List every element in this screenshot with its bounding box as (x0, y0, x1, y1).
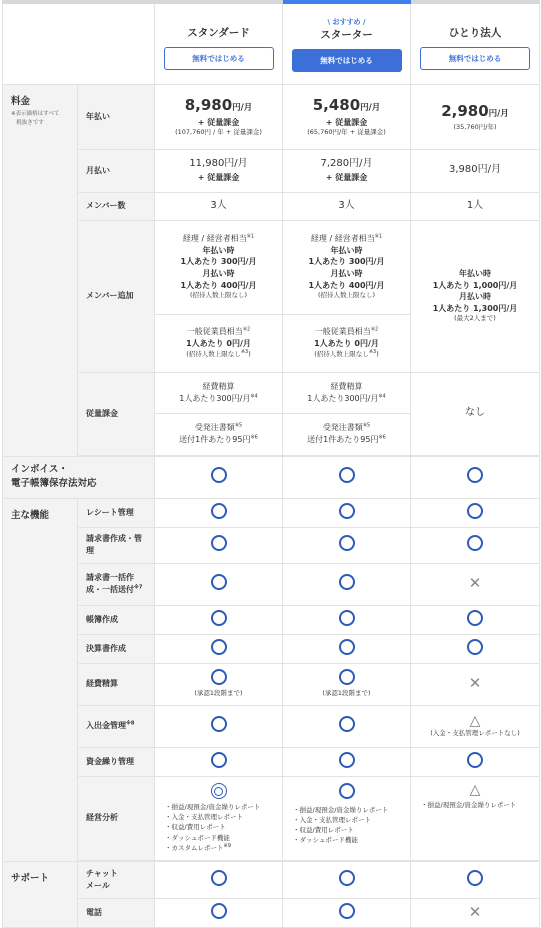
circle-icon (211, 535, 227, 551)
circle-icon (339, 752, 355, 768)
triangle-icon: △ (469, 712, 481, 729)
standard-add-member: 経理 / 経営者相当$^{※1}$ 年払い時 1人あたり 300円/月 月払い時 1人あたり 400円/月 (招待人数上限なし) 一般従業員相当$^{※2}$ 1人あたり 0円/月 (招待人数上限なし$^{※3}$) (155, 220, 283, 372)
circle-icon (339, 903, 355, 919)
solo-expense (411, 663, 540, 705)
starter-phone (283, 898, 411, 927)
starter-add-member: 経理 / 経営者相当$^{※1}$ 年払い時 1人あたり 300円/月 月払い時 1人あたり 400円/月 (招待人数上限なし) 一般従業員相当$^{※2}$ 1人あたり 0円/月 (招待人数上限なし$^{※3}$) (283, 220, 411, 372)
solo-settlement (411, 634, 540, 663)
circle-icon (339, 783, 355, 799)
circle-icon (211, 574, 227, 590)
circle-icon (467, 870, 483, 886)
tax-note: ※表示価格はすべて 税抜きです (11, 111, 60, 126)
pricing-table (2, 0, 540, 928)
pricing-label: 料金 (11, 95, 31, 107)
circle-icon (211, 503, 227, 519)
standard-start-free-button[interactable]: 無料ではじめる (164, 47, 274, 70)
standard-funds (155, 747, 283, 776)
starter-invoice (283, 456, 411, 498)
standard-usage: 経費精算 1人あたり300円/月$^{※4}$ 受発注書類$^{※5}$ 送付1件あたり95円$^{※6}$ (155, 372, 283, 455)
analysis-label: 経営分析 (78, 776, 155, 860)
starter-bulk (283, 563, 411, 605)
members-label: メンバー数 (78, 192, 155, 220)
circle-icon (467, 752, 483, 768)
starter-cash (283, 705, 411, 747)
starter-monthly-price: 7,280円/月 + 従量課金 (283, 149, 411, 192)
starter-funds (283, 747, 411, 776)
solo-chat (411, 861, 540, 898)
invoice-label: インボイス・ 電子帳簿保存法対応 (3, 456, 155, 498)
standard-receipt (155, 498, 283, 527)
circle-icon (467, 467, 483, 483)
standard-bulk (155, 563, 283, 605)
starter-analysis: ・損益/現預金/資金繰りレポート ・入金・支払管理レポート ・収益/費用レポート ・ダッシュボード機能 (283, 776, 411, 860)
circle-icon (211, 669, 227, 685)
circle-icon (467, 535, 483, 551)
solo-ledger (411, 605, 540, 634)
solo-phone (411, 898, 540, 927)
monthly-label: 月払い (78, 149, 155, 192)
expense-label: 経費精算 (78, 663, 155, 705)
ledger-label: 帳簿作成 (78, 605, 155, 634)
standard-invoice (155, 456, 283, 498)
solo-add-member: 年払い時 1人あたり 1,000円/月 月払い時 1人あたり 1,300円/月 (最大2人まで) (411, 220, 540, 372)
circle-icon (211, 610, 227, 626)
circle-icon (211, 870, 227, 886)
annual-label: 年払い (78, 84, 155, 149)
circle-icon (339, 639, 355, 655)
plan-solo-header (411, 2, 540, 84)
starter-expense: (承認1段階まで) (283, 663, 411, 705)
solo-bulk (411, 563, 540, 605)
standard-analysis: ・損益/現預金/資金繰りレポート ・入金・支払管理レポート ・収益/費用レポート ・ダッシュボード機能 ・カスタムレポート$^{※9}$ (155, 776, 283, 860)
circle-icon (211, 752, 227, 768)
cross-icon: ✕ (468, 902, 482, 921)
standard-members: 3人 (155, 192, 283, 220)
solo-invoice (411, 456, 540, 498)
solo-annual-price: 2,980円/月 (35,760円/年) (411, 84, 540, 149)
solo-funds (411, 747, 540, 776)
standard-expense: (承認1段階まで) (155, 663, 283, 705)
cross-icon: ✕ (468, 574, 482, 593)
chat-label: チャット メール (78, 861, 155, 898)
circle-icon (339, 574, 355, 590)
circle-icon (211, 639, 227, 655)
cross-icon: ✕ (468, 674, 482, 693)
starter-receipt (283, 498, 411, 527)
support-category: サポート (3, 861, 78, 927)
solo-cash: △ (入金・支払管理レポートなし) (411, 705, 540, 747)
starter-annual-price: 5,480円/月 + 従量課金 (65,760円/年 + 従量課金) (283, 84, 411, 149)
recommend-label: \ おすすめ / (327, 18, 366, 27)
standard-cash (155, 705, 283, 747)
pricing-comparison (2, 0, 539, 928)
plan-standard-name: スタンダード (187, 26, 250, 39)
starter-start-free-button[interactable]: 無料ではじめる (292, 49, 402, 72)
plan-solo-name: ひとり法人 (448, 26, 502, 39)
solo-members: 1人 (411, 192, 540, 220)
circle-icon (467, 639, 483, 655)
solo-start-free-button[interactable]: 無料ではじめる (420, 47, 530, 70)
standard-annual-price: 8,980円/月 + 従量課金 (107,760円 / 年 + 従量課金) (155, 84, 283, 149)
standard-billing (155, 527, 283, 563)
standard-ledger (155, 605, 283, 634)
starter-billing (283, 527, 411, 563)
starter-chat (283, 861, 411, 898)
circle-icon (339, 467, 355, 483)
circle-icon (339, 716, 355, 732)
standard-chat (155, 861, 283, 898)
starter-ledger (283, 605, 411, 634)
phone-label: 電話 (78, 898, 155, 927)
cash-label: 入出金管理$^{※8}$ (78, 705, 155, 747)
starter-settlement (283, 634, 411, 663)
starter-members: 3人 (283, 192, 411, 220)
circle-icon (467, 610, 483, 626)
circle-icon (211, 716, 227, 732)
pricing-category (3, 84, 78, 456)
solo-monthly-price: 3,980円/月 (411, 149, 540, 192)
plan-standard-header (155, 2, 283, 84)
circle-icon (211, 467, 227, 483)
triangle-icon: △ (469, 781, 481, 798)
usage-label: 従量課金 (78, 372, 155, 455)
circle-icon (211, 903, 227, 919)
bulk-billing-label: 請求書一括作 成・一括送付$^{※7}$ (78, 563, 155, 605)
circle-icon (339, 610, 355, 626)
receipt-label: レシート管理 (78, 498, 155, 527)
settlement-label: 決算書作成 (78, 634, 155, 663)
billing-label: 請求書作成・管 理 (78, 527, 155, 563)
circle-icon (339, 503, 355, 519)
starter-usage: 経費精算 1人あたり300円/月$^{※4}$ 受発注書類$^{※5}$ 送付1件あたり95円$^{※6}$ (283, 372, 411, 455)
standard-monthly-price: 11,980円/月 + 従量課金 (155, 149, 283, 192)
circle-icon (339, 669, 355, 685)
add-member-label: メンバー追加 (78, 220, 155, 372)
solo-receipt (411, 498, 540, 527)
features-category: 主な機能 (3, 498, 78, 861)
solo-analysis: △ ・損益/現預金/資金繰りレポート (411, 776, 540, 860)
header-empty-cell (3, 2, 155, 84)
plan-starter-name: スターター (320, 29, 373, 42)
circle-icon (339, 535, 355, 551)
funds-label: 資金繰り管理 (78, 747, 155, 776)
solo-billing (411, 527, 540, 563)
circle-icon (339, 870, 355, 886)
standard-settlement (155, 634, 283, 663)
plan-starter-header (283, 2, 411, 84)
double-circle-icon (211, 783, 227, 799)
circle-icon (467, 503, 483, 519)
standard-phone (155, 898, 283, 927)
solo-usage: なし (411, 372, 540, 455)
